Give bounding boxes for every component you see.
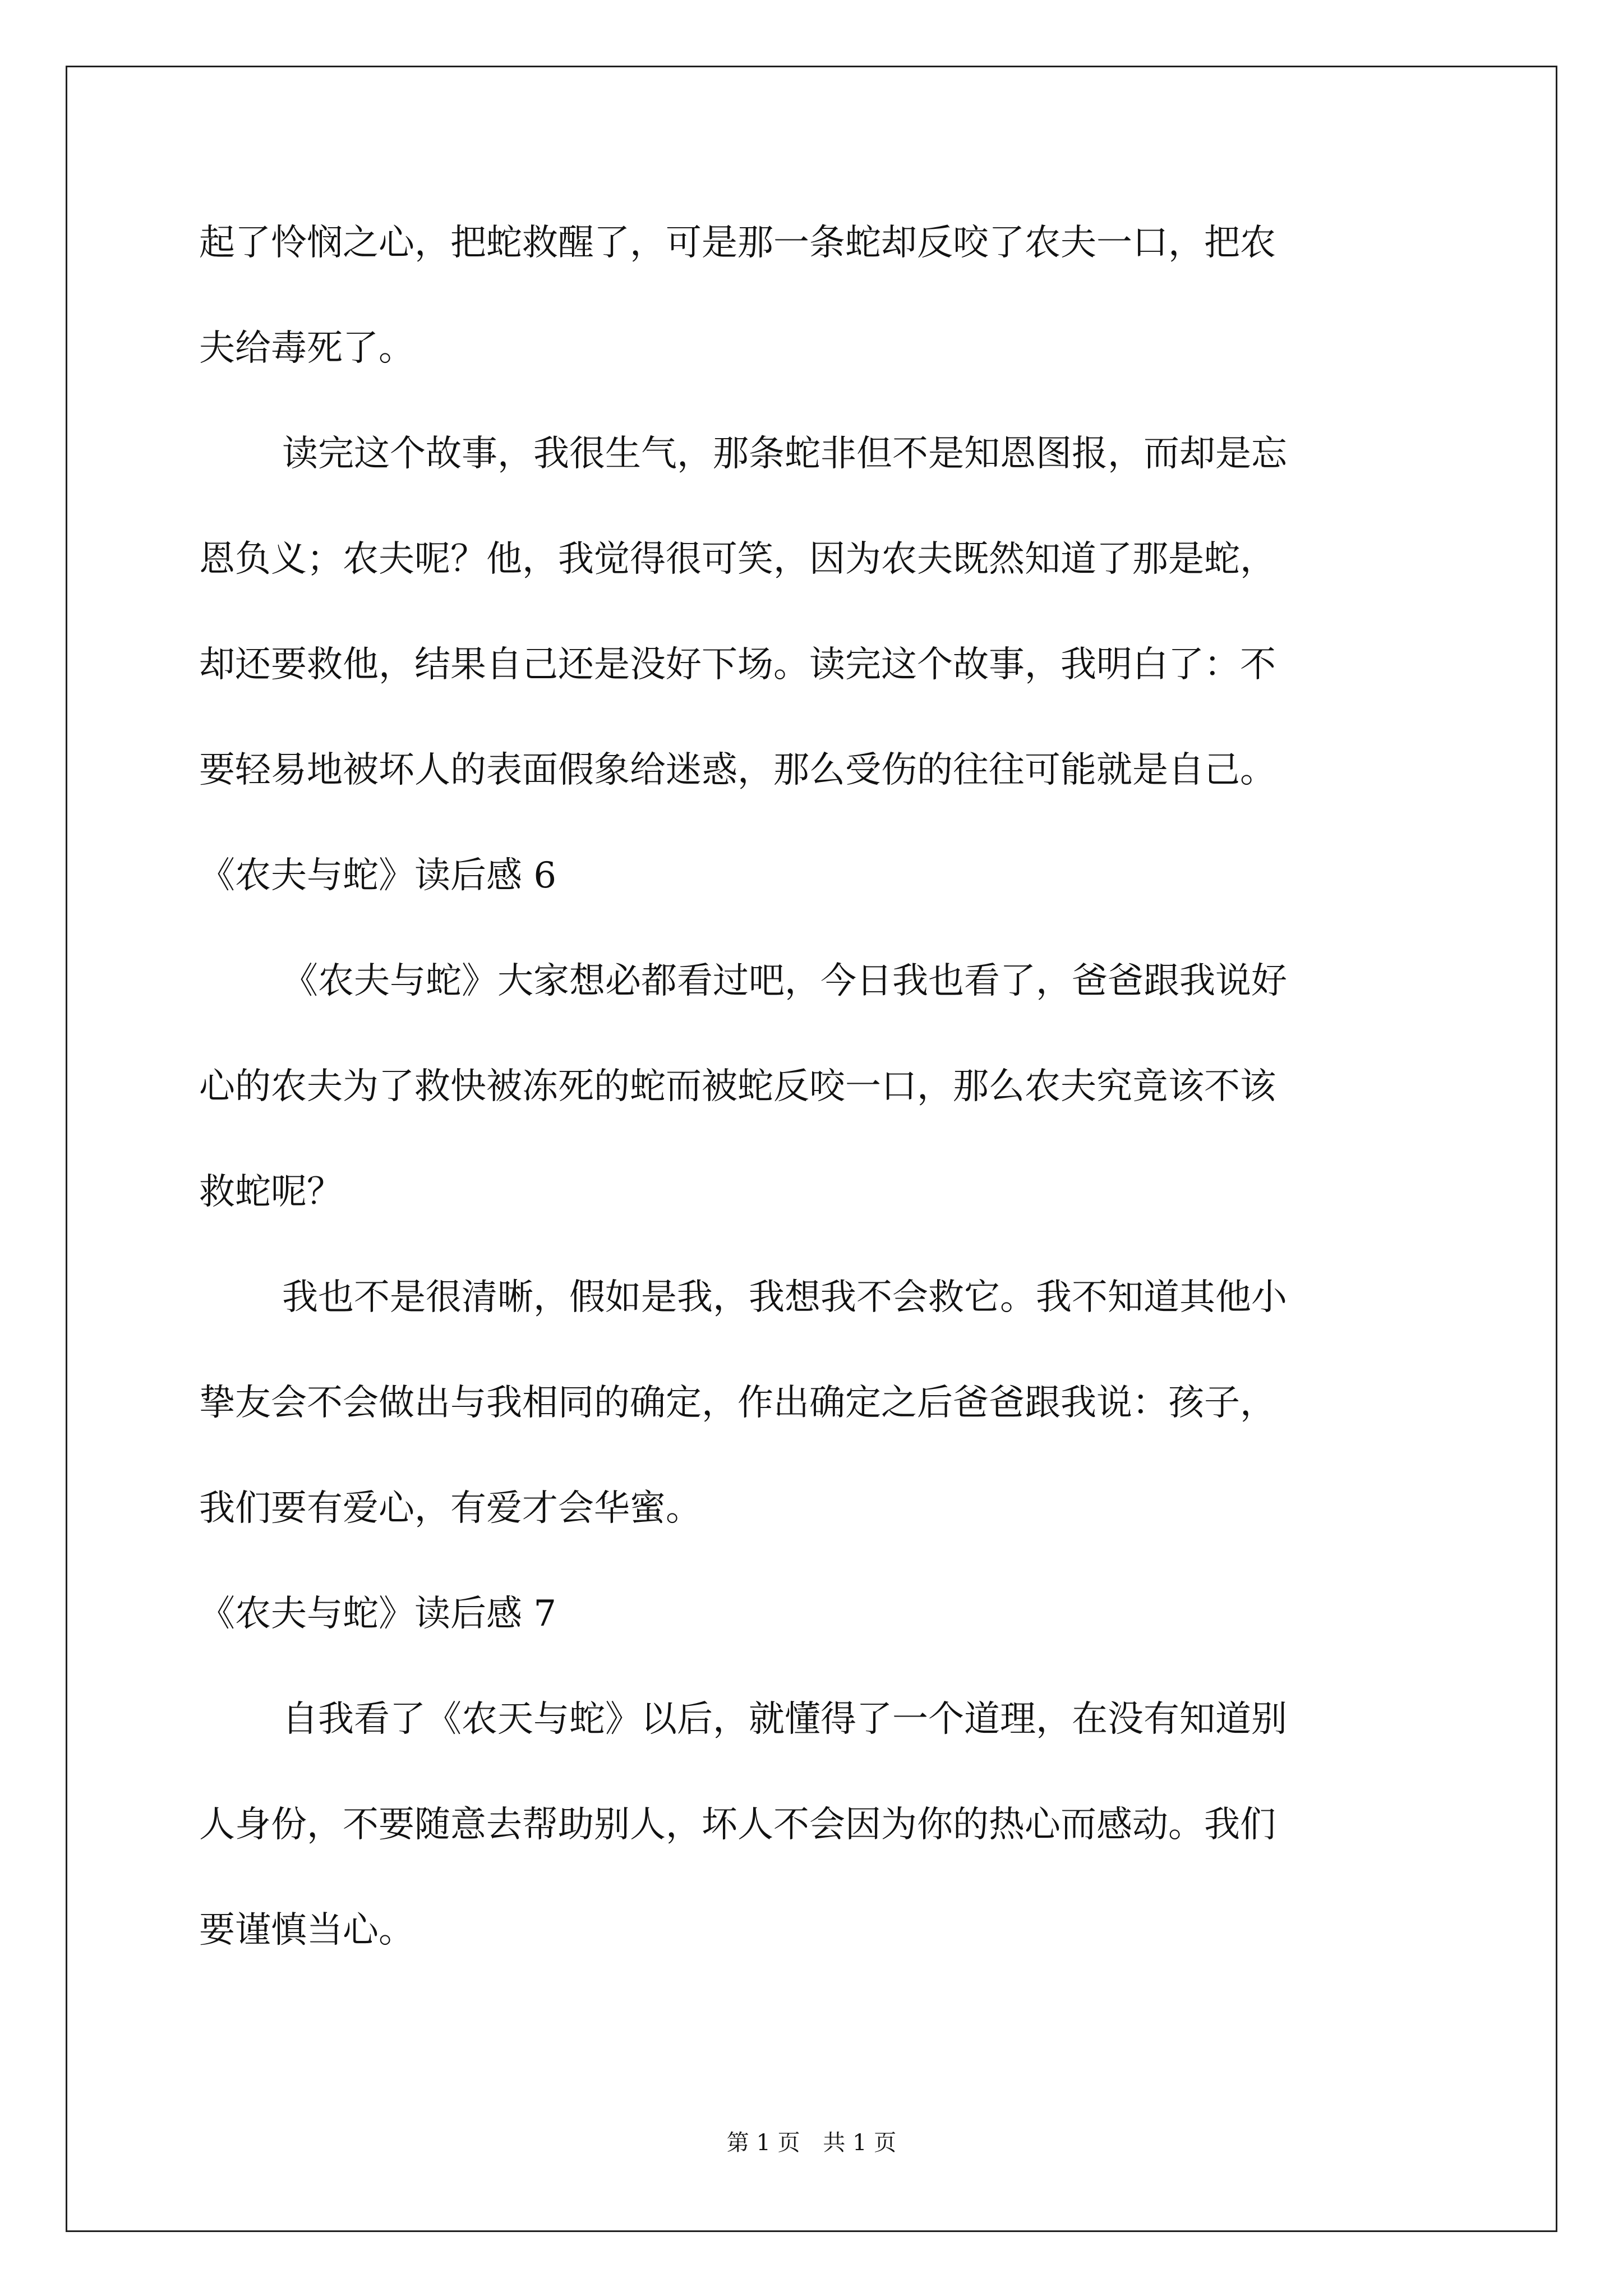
text-line: 夫给毒死了。 xyxy=(199,328,414,369)
text-line: 人身份，不要随意去帮助别人，坏人不会因为你的热心而感动。我们 xyxy=(199,1804,1276,1846)
paragraph xyxy=(199,1692,1433,1957)
document-body xyxy=(199,216,1433,1957)
text-line: 却还要救他，结果自己还是没好下场。读完这个故事，我明白了：不 xyxy=(199,644,1276,685)
paragraph xyxy=(199,1271,1433,1535)
text-line: 我们要有爱心，有爱才会华蜜。 xyxy=(199,1488,702,1529)
text-line: 《农夫与蛇》大家想必都看过吧，今日我也看了，爸爸跟我说好 xyxy=(282,960,1287,1002)
paragraph xyxy=(199,954,1433,1219)
page-total: 共 1 页 xyxy=(823,2130,897,2156)
text-line: 救蛇呢？ xyxy=(199,1171,343,1213)
text-line: 要谨慎当心。 xyxy=(199,1910,414,1951)
section-heading: 《农夫与蛇》读后感 7 xyxy=(199,1593,557,1635)
text-line: 我也不是很清晰，假如是我，我想我不会救它。我不知道其他小 xyxy=(282,1277,1287,1318)
paragraph xyxy=(199,427,1433,797)
paragraph xyxy=(199,216,1433,375)
section-heading: 《农夫与蛇》读后感 6 xyxy=(199,855,557,896)
text-line: 恩负义；农夫呢？他，我觉得很可笑，因为农夫既然知道了那是蛇， xyxy=(199,539,1276,580)
page-footer xyxy=(0,2126,1623,2160)
text-line: 心的农夫为了救快被冻死的蛇而被蛇反咬一口，那么农夫究竟该不该 xyxy=(199,1066,1276,1107)
text-line: 要轻易地被坏人的表面假象给迷惑，那么受伤的往往可能就是自己。 xyxy=(199,749,1276,791)
text-line: 起了怜悯之心，把蛇救醒了，可是那一条蛇却反咬了农夫一口，把农 xyxy=(199,222,1276,264)
text-line: 挚友会不会做出与我相同的确定，作出确定之后爸爸跟我说：孩子， xyxy=(199,1382,1276,1424)
text-line: 自我看了《农天与蛇》以后，就懂得了一个道理，在没有知道别 xyxy=(282,1699,1287,1740)
text-line: 读完这个故事，我很生气，那条蛇非但不是知恩图报，而却是忘 xyxy=(282,433,1287,475)
page-number: 第 1 页 xyxy=(726,2130,800,2156)
